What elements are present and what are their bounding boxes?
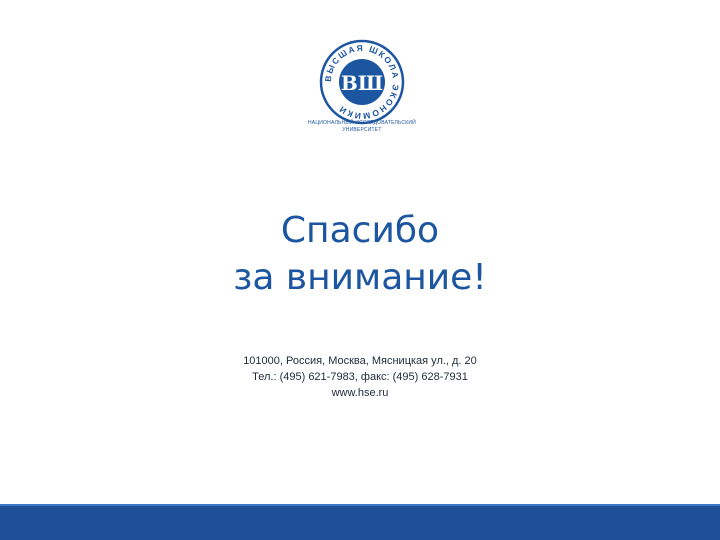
thanks-line-2: за внимание! <box>233 257 487 298</box>
logo-monogram: ВШ <box>340 71 384 95</box>
institution-name <box>260 120 464 134</box>
thanks-line-1: Спасибо <box>280 210 440 251</box>
phone-fax-text: Тел.: (495) 621-7983, факс: (495) 628-7931 <box>252 371 468 383</box>
address-text: 101000, Россия, Москва, Мясницкая ул., д. 20 <box>243 355 477 367</box>
institution-line-2: УНИВЕРСИТЕТ <box>342 127 382 133</box>
institution-line-1: НАЦИОНАЛЬНЫЙ ИССЛЕДОВАТЕЛЬСКИЙ <box>308 120 416 126</box>
logo-ring-text: ВЫСШАЯ ШКОЛА ЭКОНОМИКИ <box>322 42 402 122</box>
hse-logo <box>318 38 406 126</box>
thanks-heading <box>160 207 560 301</box>
website-link[interactable]: www.hse.ru <box>331 387 389 399</box>
footer-bar-edge <box>0 504 720 506</box>
contact-info <box>160 353 560 401</box>
footer-bar <box>0 504 720 540</box>
